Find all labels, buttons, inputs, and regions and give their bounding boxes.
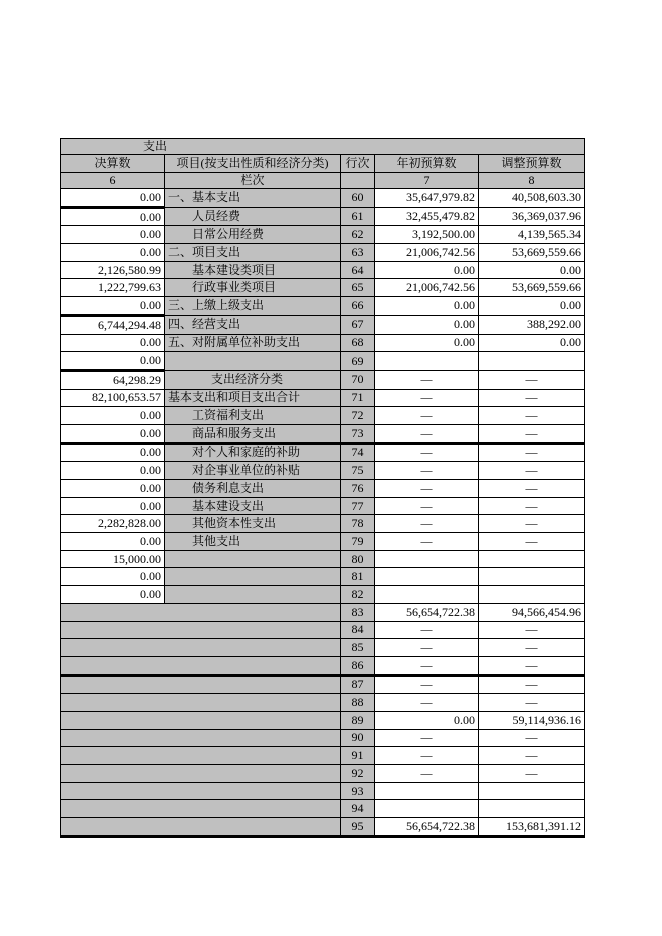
table-row xyxy=(61,533,585,551)
table-row xyxy=(61,226,585,244)
cell-line-no: 68 xyxy=(341,334,375,352)
cell-line-no: 62 xyxy=(341,226,375,244)
cell-merged-left xyxy=(61,818,341,837)
cell-final-amount: 0.00 xyxy=(61,334,165,352)
cell-initial-budget: 0.00 xyxy=(375,711,479,729)
cell-adjusted-budget: 53,669,559.66 xyxy=(479,279,585,297)
table-row xyxy=(61,189,585,208)
cell-initial-budget: — xyxy=(375,656,479,675)
cell-item-label xyxy=(165,568,341,586)
cell-final-amount: 0.00 xyxy=(61,497,165,515)
cell-adjusted-budget xyxy=(479,586,585,604)
cell-initial-budget xyxy=(375,550,479,568)
cell-adjusted-budget: 0.00 xyxy=(479,334,585,352)
cell-line-no: 94 xyxy=(341,800,375,818)
table-row xyxy=(61,244,585,262)
table-row xyxy=(61,800,585,818)
header-final-amount: 决算数 xyxy=(61,155,165,173)
cell-final-amount: 0.00 xyxy=(61,424,165,443)
cell-merged-left xyxy=(61,656,341,675)
cell-initial-budget: — xyxy=(375,675,479,694)
cell-line-no: 84 xyxy=(341,621,375,639)
cell-final-amount: 2,282,828.00 xyxy=(61,515,165,533)
cell-line-no: 74 xyxy=(341,443,375,462)
table-row xyxy=(61,297,585,316)
table-row xyxy=(61,782,585,800)
cell-initial-budget: — xyxy=(375,621,479,639)
cell-merged-left xyxy=(61,800,341,818)
cell-line-no: 77 xyxy=(341,497,375,515)
cell-item-label xyxy=(165,586,341,604)
cell-initial-budget: 3,192,500.00 xyxy=(375,226,479,244)
cell-adjusted-budget xyxy=(479,782,585,800)
table-row xyxy=(61,711,585,729)
cell-item-label: 支出经济分类 xyxy=(165,370,341,389)
cell-adjusted-budget: — xyxy=(479,497,585,515)
cell-line-no: 72 xyxy=(341,407,375,425)
table-row xyxy=(61,747,585,765)
cell-adjusted-budget: 94,566,454.96 xyxy=(479,603,585,621)
cell-merged-left xyxy=(61,765,341,783)
header-line-no: 行次 xyxy=(341,155,375,173)
cell-final-amount: 6,744,294.48 xyxy=(61,315,165,334)
table-row xyxy=(61,603,585,621)
cell-item-label: 对个人和家庭的补助 xyxy=(165,443,341,462)
table-row xyxy=(61,370,585,389)
cell-line-no: 82 xyxy=(341,586,375,604)
cell-item-label: 其他资本性支出 xyxy=(165,515,341,533)
cell-item-label: 行政事业类项目 xyxy=(165,279,341,297)
table-row xyxy=(61,352,585,371)
cell-adjusted-budget xyxy=(479,352,585,371)
cell-adjusted-budget: 36,369,037.96 xyxy=(479,207,585,226)
lane-initial: 7 xyxy=(375,173,479,189)
cell-initial-budget: 21,006,742.56 xyxy=(375,279,479,297)
cell-final-amount: 2,126,580.99 xyxy=(61,261,165,279)
cell-merged-left xyxy=(61,675,341,694)
table-row xyxy=(61,586,585,604)
cell-line-no: 66 xyxy=(341,297,375,316)
cell-final-amount: 0.00 xyxy=(61,586,165,604)
cell-initial-budget: 0.00 xyxy=(375,334,479,352)
table-row xyxy=(61,424,585,443)
table-row xyxy=(61,675,585,694)
lane-adjusted: 8 xyxy=(479,173,585,189)
cell-line-no: 65 xyxy=(341,279,375,297)
column-number-row xyxy=(61,173,585,189)
cell-merged-left xyxy=(61,782,341,800)
cell-initial-budget: — xyxy=(375,370,479,389)
section-title: 支出 xyxy=(61,139,585,155)
cell-initial-budget: — xyxy=(375,729,479,747)
cell-final-amount: 15,000.00 xyxy=(61,550,165,568)
cell-adjusted-budget xyxy=(479,568,585,586)
cell-adjusted-budget: — xyxy=(479,407,585,425)
cell-initial-budget: — xyxy=(375,747,479,765)
cell-initial-budget: — xyxy=(375,497,479,515)
cell-line-no: 89 xyxy=(341,711,375,729)
cell-adjusted-budget: 59,114,936.16 xyxy=(479,711,585,729)
cell-item-label: 二、项目支出 xyxy=(165,244,341,262)
cell-item-label: 日常公用经费 xyxy=(165,226,341,244)
cell-final-amount: 0.00 xyxy=(61,407,165,425)
cell-item-label: 人员经费 xyxy=(165,207,341,226)
cell-initial-budget: 0.00 xyxy=(375,297,479,316)
cell-merged-left xyxy=(61,639,341,657)
cell-adjusted-budget: — xyxy=(479,443,585,462)
expenditure-table xyxy=(60,138,585,838)
cell-item-label: 三、上缴上级支出 xyxy=(165,297,341,316)
cell-item-label xyxy=(165,550,341,568)
cell-adjusted-budget: 53,669,559.66 xyxy=(479,244,585,262)
cell-initial-budget: — xyxy=(375,639,479,657)
section-title-row xyxy=(61,139,585,155)
cell-item-label: 一、基本支出 xyxy=(165,189,341,208)
cell-adjusted-budget: — xyxy=(479,675,585,694)
cell-final-amount: 0.00 xyxy=(61,352,165,371)
cell-line-no: 70 xyxy=(341,370,375,389)
table-row xyxy=(61,568,585,586)
cell-initial-budget xyxy=(375,586,479,604)
cell-final-amount: 0.00 xyxy=(61,297,165,316)
table-row xyxy=(61,261,585,279)
cell-item-label: 对企事业单位的补贴 xyxy=(165,462,341,480)
cell-adjusted-budget: 153,681,391.12 xyxy=(479,818,585,837)
cell-initial-budget xyxy=(375,800,479,818)
cell-initial-budget: — xyxy=(375,694,479,712)
cell-adjusted-budget: — xyxy=(479,747,585,765)
cell-line-no: 86 xyxy=(341,656,375,675)
table-row xyxy=(61,462,585,480)
cell-line-no: 79 xyxy=(341,533,375,551)
cell-adjusted-budget: — xyxy=(479,462,585,480)
cell-line-no: 92 xyxy=(341,765,375,783)
cell-final-amount: 0.00 xyxy=(61,207,165,226)
cell-final-amount: 82,100,653.57 xyxy=(61,389,165,407)
cell-initial-budget: 35,647,979.82 xyxy=(375,189,479,208)
cell-final-amount: 0.00 xyxy=(61,443,165,462)
table-row xyxy=(61,656,585,675)
table-row xyxy=(61,694,585,712)
cell-final-amount: 0.00 xyxy=(61,480,165,498)
cell-initial-budget: 32,455,479.82 xyxy=(375,207,479,226)
cell-initial-budget: 56,654,722.38 xyxy=(375,818,479,837)
cell-adjusted-budget: 0.00 xyxy=(479,261,585,279)
cell-initial-budget: — xyxy=(375,407,479,425)
cell-final-amount: 0.00 xyxy=(61,226,165,244)
cell-initial-budget: — xyxy=(375,515,479,533)
table-row xyxy=(61,443,585,462)
cell-adjusted-budget: 4,139,565.34 xyxy=(479,226,585,244)
cell-line-no: 83 xyxy=(341,603,375,621)
cell-adjusted-budget: — xyxy=(479,765,585,783)
cell-final-amount: 0.00 xyxy=(61,244,165,262)
cell-line-no: 76 xyxy=(341,480,375,498)
cell-adjusted-budget: — xyxy=(479,480,585,498)
cell-final-amount: 0.00 xyxy=(61,462,165,480)
cell-item-label: 四、经营支出 xyxy=(165,315,341,334)
cell-line-no: 95 xyxy=(341,818,375,837)
table-row xyxy=(61,207,585,226)
cell-line-no: 67 xyxy=(341,315,375,334)
cell-initial-budget: — xyxy=(375,389,479,407)
cell-initial-budget: — xyxy=(375,462,479,480)
table-row xyxy=(61,515,585,533)
cell-merged-left xyxy=(61,747,341,765)
table-row xyxy=(61,765,585,783)
cell-line-no: 87 xyxy=(341,675,375,694)
cell-item-label: 工资福利支出 xyxy=(165,407,341,425)
cell-initial-budget: 21,006,742.56 xyxy=(375,244,479,262)
cell-adjusted-budget: — xyxy=(479,639,585,657)
cell-line-no: 69 xyxy=(341,352,375,371)
cell-item-label: 债务利息支出 xyxy=(165,480,341,498)
cell-initial-budget: 0.00 xyxy=(375,261,479,279)
cell-adjusted-budget xyxy=(479,800,585,818)
lane-final: 6 xyxy=(61,173,165,189)
cell-line-no: 81 xyxy=(341,568,375,586)
cell-line-no: 91 xyxy=(341,747,375,765)
table-row xyxy=(61,407,585,425)
cell-line-no: 73 xyxy=(341,424,375,443)
cell-item-label: 其他支出 xyxy=(165,533,341,551)
table-row xyxy=(61,621,585,639)
cell-adjusted-budget: — xyxy=(479,515,585,533)
cell-merged-left xyxy=(61,603,341,621)
cell-line-no: 85 xyxy=(341,639,375,657)
table-row xyxy=(61,497,585,515)
cell-initial-budget: — xyxy=(375,533,479,551)
cell-initial-budget: — xyxy=(375,424,479,443)
table-body xyxy=(61,189,585,837)
table-row xyxy=(61,315,585,334)
table-row xyxy=(61,279,585,297)
cell-item-label: 商品和服务支出 xyxy=(165,424,341,443)
table-row xyxy=(61,639,585,657)
cell-initial-budget xyxy=(375,568,479,586)
lane-label: 栏次 xyxy=(165,173,341,189)
cell-adjusted-budget: — xyxy=(479,694,585,712)
cell-initial-budget: — xyxy=(375,480,479,498)
cell-adjusted-budget: — xyxy=(479,621,585,639)
cell-line-no: 88 xyxy=(341,694,375,712)
cell-merged-left xyxy=(61,729,341,747)
cell-item-label: 五、对附属单位补助支出 xyxy=(165,334,341,352)
cell-initial-budget: 0.00 xyxy=(375,315,479,334)
cell-line-no: 80 xyxy=(341,550,375,568)
cell-adjusted-budget: — xyxy=(479,424,585,443)
cell-line-no: 63 xyxy=(341,244,375,262)
cell-adjusted-budget: 388,292.00 xyxy=(479,315,585,334)
cell-final-amount: 0.00 xyxy=(61,533,165,551)
cell-final-amount: 1,222,799.63 xyxy=(61,279,165,297)
cell-line-no: 71 xyxy=(341,389,375,407)
cell-line-no: 90 xyxy=(341,729,375,747)
cell-initial-budget: — xyxy=(375,443,479,462)
cell-line-no: 60 xyxy=(341,189,375,208)
cell-line-no: 61 xyxy=(341,207,375,226)
header-item: 项目(按支出性质和经济分类) xyxy=(165,155,341,173)
table-row xyxy=(61,818,585,837)
lane-line xyxy=(341,173,375,189)
cell-final-amount: 0.00 xyxy=(61,189,165,208)
cell-initial-budget xyxy=(375,352,479,371)
cell-merged-left xyxy=(61,694,341,712)
cell-item-label xyxy=(165,352,341,371)
cell-final-amount: 64,298.29 xyxy=(61,370,165,389)
cell-line-no: 93 xyxy=(341,782,375,800)
column-header-row xyxy=(61,155,585,173)
header-initial-budget: 年初预算数 xyxy=(375,155,479,173)
cell-item-label: 基本建设类项目 xyxy=(165,261,341,279)
cell-adjusted-budget: — xyxy=(479,533,585,551)
table-row xyxy=(61,729,585,747)
cell-adjusted-budget: — xyxy=(479,656,585,675)
cell-line-no: 78 xyxy=(341,515,375,533)
cell-adjusted-budget: — xyxy=(479,370,585,389)
cell-item-label: 基本支出和项目支出合计 xyxy=(165,389,341,407)
table-row xyxy=(61,550,585,568)
cell-initial-budget: 56,654,722.38 xyxy=(375,603,479,621)
cell-line-no: 75 xyxy=(341,462,375,480)
cell-adjusted-budget: 0.00 xyxy=(479,297,585,316)
cell-initial-budget: — xyxy=(375,765,479,783)
table-row xyxy=(61,480,585,498)
table-row xyxy=(61,334,585,352)
cell-merged-left xyxy=(61,711,341,729)
cell-line-no: 64 xyxy=(341,261,375,279)
table-row xyxy=(61,389,585,407)
cell-adjusted-budget xyxy=(479,550,585,568)
cell-adjusted-budget: — xyxy=(479,389,585,407)
cell-item-label: 基本建设支出 xyxy=(165,497,341,515)
cell-merged-left xyxy=(61,621,341,639)
cell-final-amount: 0.00 xyxy=(61,568,165,586)
cell-adjusted-budget: — xyxy=(479,729,585,747)
cell-initial-budget xyxy=(375,782,479,800)
header-adjusted-budget: 调整预算数 xyxy=(479,155,585,173)
cell-adjusted-budget: 40,508,603.30 xyxy=(479,189,585,208)
